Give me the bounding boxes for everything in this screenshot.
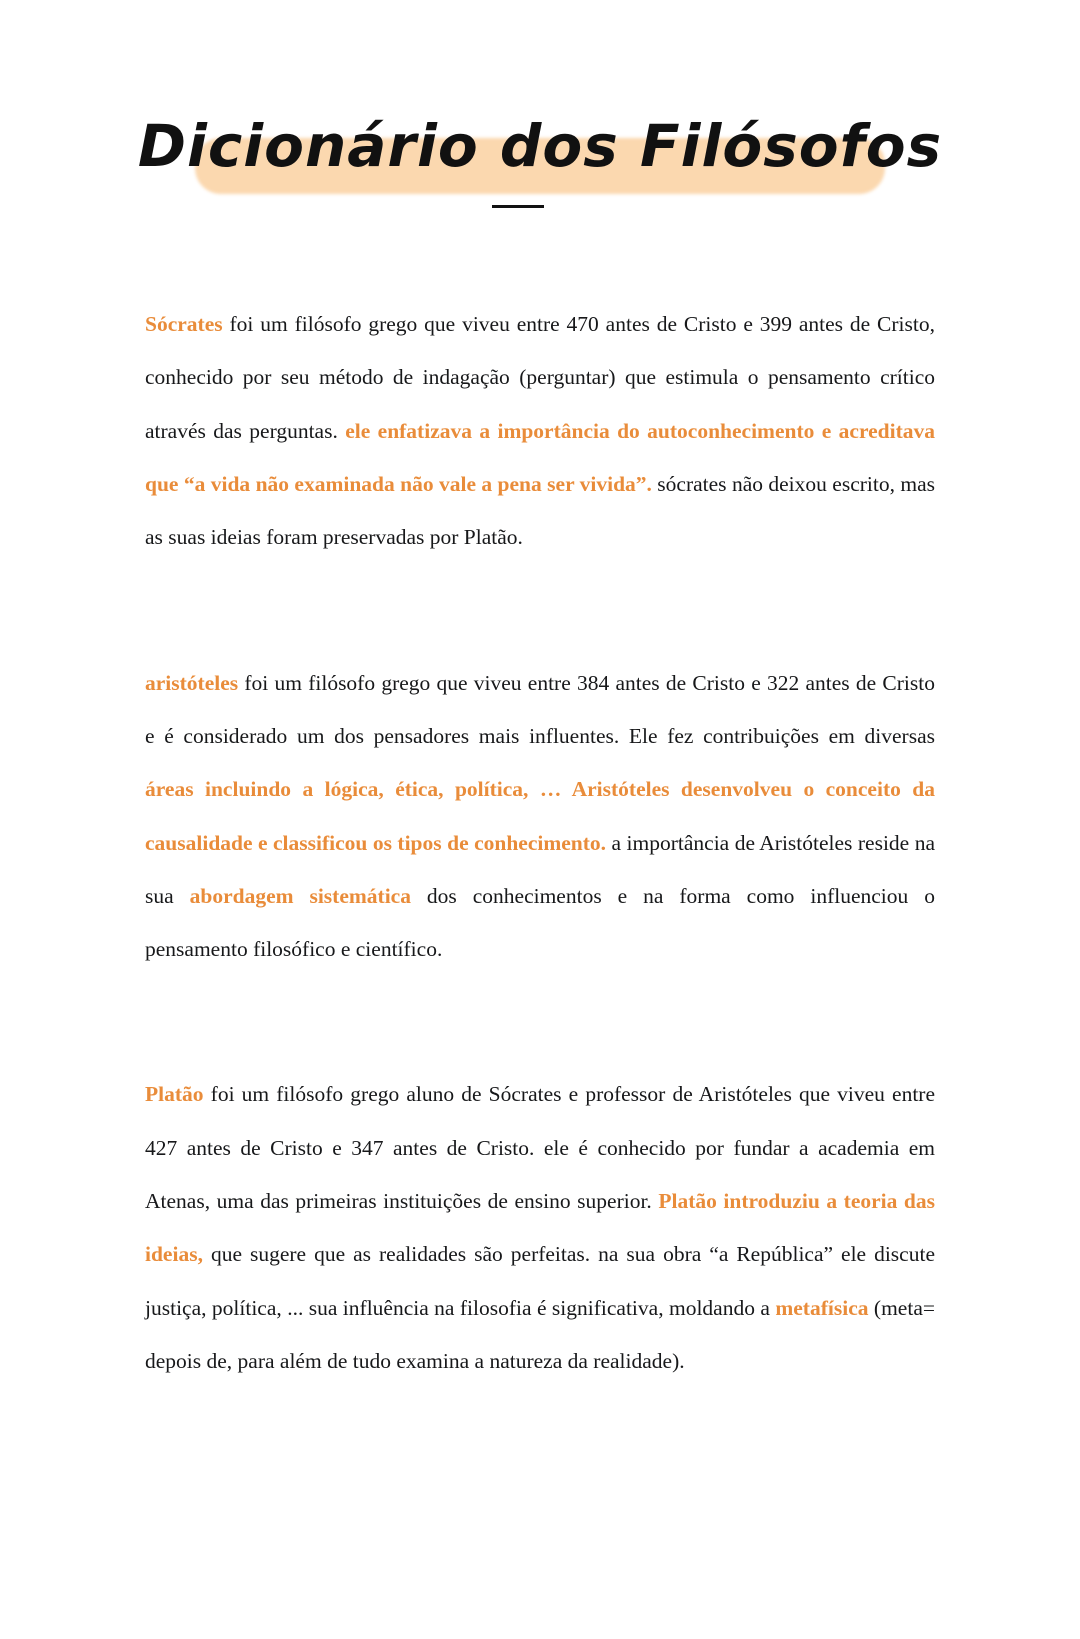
text-run: áreas incluindo a lógica, ética, política, … Aristóteles desenvolveu o conceito da causalidade e classificou os tipos de conhecimento. (145, 777, 935, 855)
title-area (0, 112, 1080, 222)
text-run: Platão (145, 1082, 204, 1107)
text-run: Sócrates (145, 312, 223, 336)
paragraph-platao (145, 1068, 935, 1388)
title-underline (492, 205, 544, 208)
text-run: abordagem sistemática (189, 883, 411, 908)
document-page (0, 112, 1080, 1639)
text-run: (meta= depois de, para além de tudo examina a natureza da realidade). (145, 1295, 935, 1373)
text-run: que sugere que as realidades são perfeitas. na sua obra “a República” ele discute justiça, política, ... sua influência na filosofia é significativa, moldando a (145, 1242, 935, 1320)
text-run: ele enfatizava a importância do autoconhecimento e acreditava que “a vida não examinada não vale a pena ser vivida”. (145, 418, 935, 496)
page-title: Dicionário dos Filósofos (137, 112, 943, 180)
paragraph-aristoteles (145, 657, 935, 977)
text-run: sócrates não deixou escrito, mas as suas ideias foram preservadas por Platão. (145, 471, 935, 550)
document-body (145, 222, 935, 1388)
text-run: dos conhecimentos e na forma como influenciou o pensamento filosófico e científico. (145, 883, 935, 962)
text-run: metafísica (775, 1295, 869, 1320)
text-run: Platão introduziu a teoria das ideias, (145, 1189, 935, 1267)
text-run: aristóteles (145, 670, 239, 695)
text-run: foi um filósofo grego que viveu entre 470 antes de Cristo e 399 antes de Cristo, conhecido por seu método de indagação (perguntar) que estimula o pensamento crítico através das perguntas. (145, 312, 935, 443)
text-run: foi um filósofo grego aluno de Sócrates e professor de Aristóteles que viveu entre 427 antes de Cristo e 347 antes de Cristo. ele é conhecido por fundar a academia em Atenas, uma das primeiras instituições de ensino superior. (145, 1082, 935, 1214)
paragraph-socrates (145, 298, 935, 565)
text-run: a importância de Aristóteles reside na sua (145, 830, 935, 908)
text-run: foi um filósofo grego que viveu entre 384 antes de Cristo e 322 antes de Cristo e é considerado um dos pensadores mais influentes. Ele fez contribuições em diversas (145, 670, 935, 748)
